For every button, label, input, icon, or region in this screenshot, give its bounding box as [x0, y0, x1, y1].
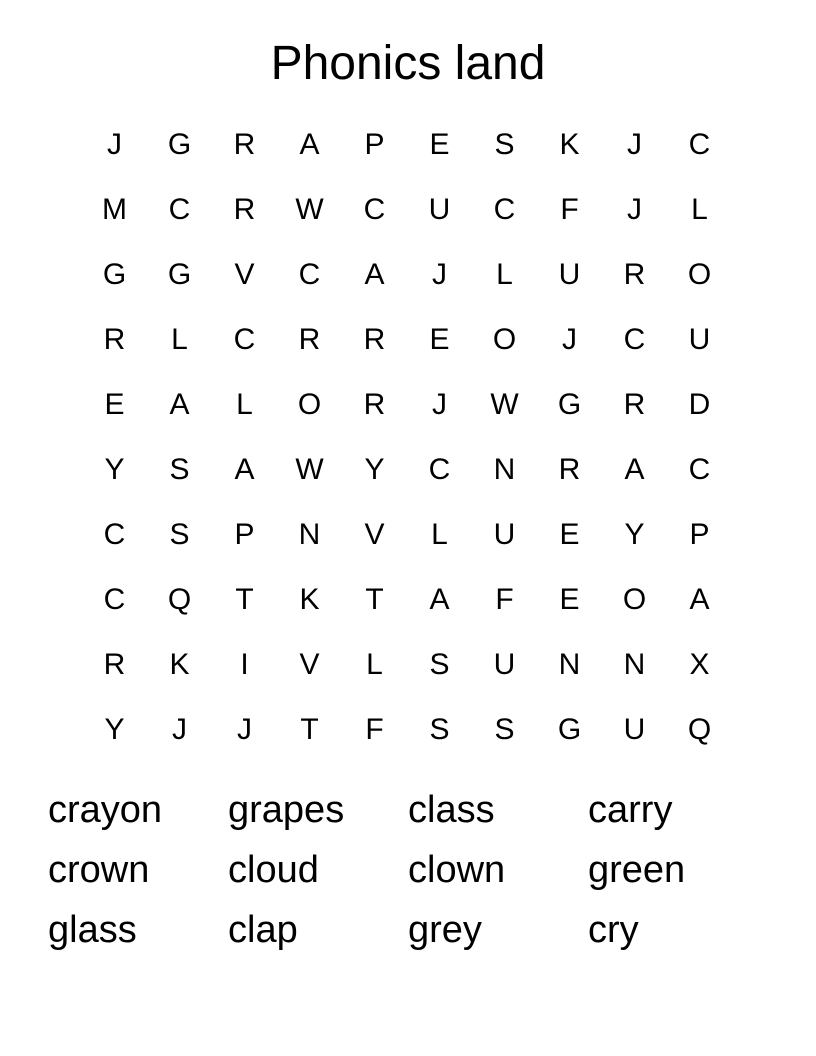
grid-cell[interactable]: C — [298, 257, 321, 291]
grid-cell[interactable]: R — [558, 452, 581, 486]
grid-cell[interactable]: T — [365, 582, 384, 616]
grid-cell[interactable]: G — [557, 712, 582, 746]
grid-cell[interactable]: J — [627, 127, 642, 161]
grid-cell[interactable]: A — [364, 257, 385, 291]
grid-cell[interactable]: E — [429, 322, 450, 356]
grid-cell[interactable]: N — [558, 647, 581, 681]
grid-cell[interactable]: X — [689, 647, 710, 681]
grid-cell[interactable]: G — [557, 387, 582, 421]
grid-cell[interactable]: R — [363, 387, 386, 421]
grid-cell[interactable]: G — [167, 127, 192, 161]
grid-cell[interactable]: T — [300, 712, 319, 746]
grid-cell[interactable]: J — [562, 322, 577, 356]
grid-cell[interactable]: J — [432, 387, 447, 421]
grid-cell[interactable]: L — [171, 322, 188, 356]
grid-cell[interactable]: S — [169, 452, 190, 486]
grid-cell[interactable]: R — [298, 322, 321, 356]
grid-cell[interactable]: Q — [687, 712, 712, 746]
grid-cell[interactable]: C — [428, 452, 451, 486]
grid-cell[interactable]: J — [107, 127, 122, 161]
grid-cell[interactable]: U — [623, 712, 646, 746]
grid-cell[interactable]: Y — [624, 517, 645, 551]
grid-cell[interactable]: E — [104, 387, 125, 421]
grid-cell[interactable]: I — [240, 647, 249, 681]
word-item: clap — [228, 909, 298, 951]
word-item: crown — [48, 849, 150, 891]
grid-cell[interactable]: N — [623, 647, 646, 681]
grid-cell[interactable]: U — [493, 517, 516, 551]
grid-cell[interactable]: R — [623, 257, 646, 291]
grid-cell[interactable]: A — [689, 582, 710, 616]
word-list — [48, 780, 768, 960]
word-item: clown — [408, 849, 506, 891]
grid-cell[interactable]: C — [688, 452, 711, 486]
grid-cell[interactable]: U — [493, 647, 516, 681]
grid-cell[interactable]: K — [299, 582, 320, 616]
grid-cell[interactable]: K — [559, 127, 580, 161]
grid-cell[interactable]: A — [624, 452, 645, 486]
word-item: glass — [48, 909, 137, 951]
grid-cell[interactable]: U — [558, 257, 581, 291]
grid-cell[interactable]: G — [167, 257, 192, 291]
grid-cell[interactable]: C — [688, 127, 711, 161]
grid-cell[interactable]: O — [492, 322, 517, 356]
grid-cell[interactable]: C — [493, 192, 516, 226]
grid-cell[interactable]: D — [688, 387, 711, 421]
grid-cell[interactable]: C — [233, 322, 256, 356]
grid-cell[interactable]: F — [495, 582, 514, 616]
grid-cell[interactable]: V — [299, 647, 320, 681]
grid-cell[interactable]: S — [429, 712, 450, 746]
grid-cell[interactable]: J — [237, 712, 252, 746]
grid-cell[interactable]: Y — [104, 712, 125, 746]
word-item: green — [588, 849, 686, 891]
grid-cell[interactable]: C — [103, 582, 126, 616]
grid-cell[interactable]: L — [691, 192, 708, 226]
grid-cell[interactable]: O — [687, 257, 712, 291]
grid-cell[interactable]: E — [429, 127, 450, 161]
word-item: class — [408, 789, 495, 831]
word-item: crayon — [48, 789, 163, 831]
grid-cell[interactable]: N — [298, 517, 321, 551]
grid-cell[interactable]: S — [169, 517, 190, 551]
word-item: cry — [588, 909, 639, 951]
grid-cell[interactable]: S — [494, 712, 515, 746]
grid-cell[interactable]: P — [364, 127, 385, 161]
grid-cell[interactable]: R — [233, 127, 256, 161]
grid-cell[interactable]: E — [559, 582, 580, 616]
grid-cell[interactable]: J — [172, 712, 187, 746]
grid-cell[interactable]: A — [234, 452, 255, 486]
grid-cell[interactable]: R — [103, 322, 126, 356]
grid-cell[interactable]: P — [234, 517, 255, 551]
grid-cell[interactable]: E — [559, 517, 580, 551]
grid-cell[interactable]: R — [363, 322, 386, 356]
grid-cell[interactable]: Y — [364, 452, 385, 486]
grid-cell[interactable]: J — [432, 257, 447, 291]
grid-cell[interactable]: W — [295, 452, 324, 486]
grid-cell[interactable]: R — [623, 387, 646, 421]
grid-cell[interactable]: Q — [167, 582, 192, 616]
grid-cell[interactable]: L — [496, 257, 513, 291]
grid-cell[interactable]: V — [364, 517, 385, 551]
grid-cell[interactable]: S — [429, 647, 450, 681]
word-item: carry — [588, 789, 673, 831]
grid-cell[interactable]: Y — [104, 452, 125, 486]
grid-cell[interactable]: L — [236, 387, 253, 421]
grid-cell[interactable]: R — [233, 192, 256, 226]
grid-cell[interactable]: C — [363, 192, 386, 226]
grid-cell[interactable]: R — [103, 647, 126, 681]
grid-cell[interactable]: P — [689, 517, 710, 551]
grid-cell[interactable]: L — [431, 517, 448, 551]
grid-cell[interactable]: J — [627, 192, 642, 226]
grid-cell[interactable]: F — [365, 712, 384, 746]
grid-cell[interactable]: C — [623, 322, 646, 356]
letter-grid — [82, 112, 732, 762]
grid-cell[interactable]: G — [102, 257, 127, 291]
grid-cell[interactable]: S — [494, 127, 515, 161]
grid-cell[interactable]: F — [560, 192, 579, 226]
grid-cell[interactable]: L — [366, 647, 383, 681]
page-title: Phonics land — [270, 37, 546, 90]
grid-cell[interactable]: A — [299, 127, 320, 161]
grid-cell[interactable]: W — [295, 192, 324, 226]
grid-cell[interactable]: C — [103, 517, 126, 551]
word-item: grapes — [228, 789, 345, 831]
grid-cell[interactable]: O — [297, 387, 322, 421]
grid-cell[interactable]: W — [490, 387, 519, 421]
grid-cell[interactable]: U — [688, 322, 711, 356]
grid-cell[interactable]: C — [168, 192, 191, 226]
word-item: grey — [408, 909, 482, 951]
grid-cell[interactable]: T — [235, 582, 254, 616]
grid-cell[interactable]: K — [169, 647, 190, 681]
grid-cell[interactable]: A — [429, 582, 450, 616]
grid-cell[interactable]: O — [622, 582, 647, 616]
grid-cell[interactable]: V — [234, 257, 255, 291]
grid-cell[interactable]: A — [169, 387, 190, 421]
word-item: cloud — [228, 849, 319, 891]
grid-cell[interactable]: U — [428, 192, 451, 226]
grid-cell[interactable]: N — [493, 452, 516, 486]
grid-cell[interactable]: M — [102, 192, 127, 226]
